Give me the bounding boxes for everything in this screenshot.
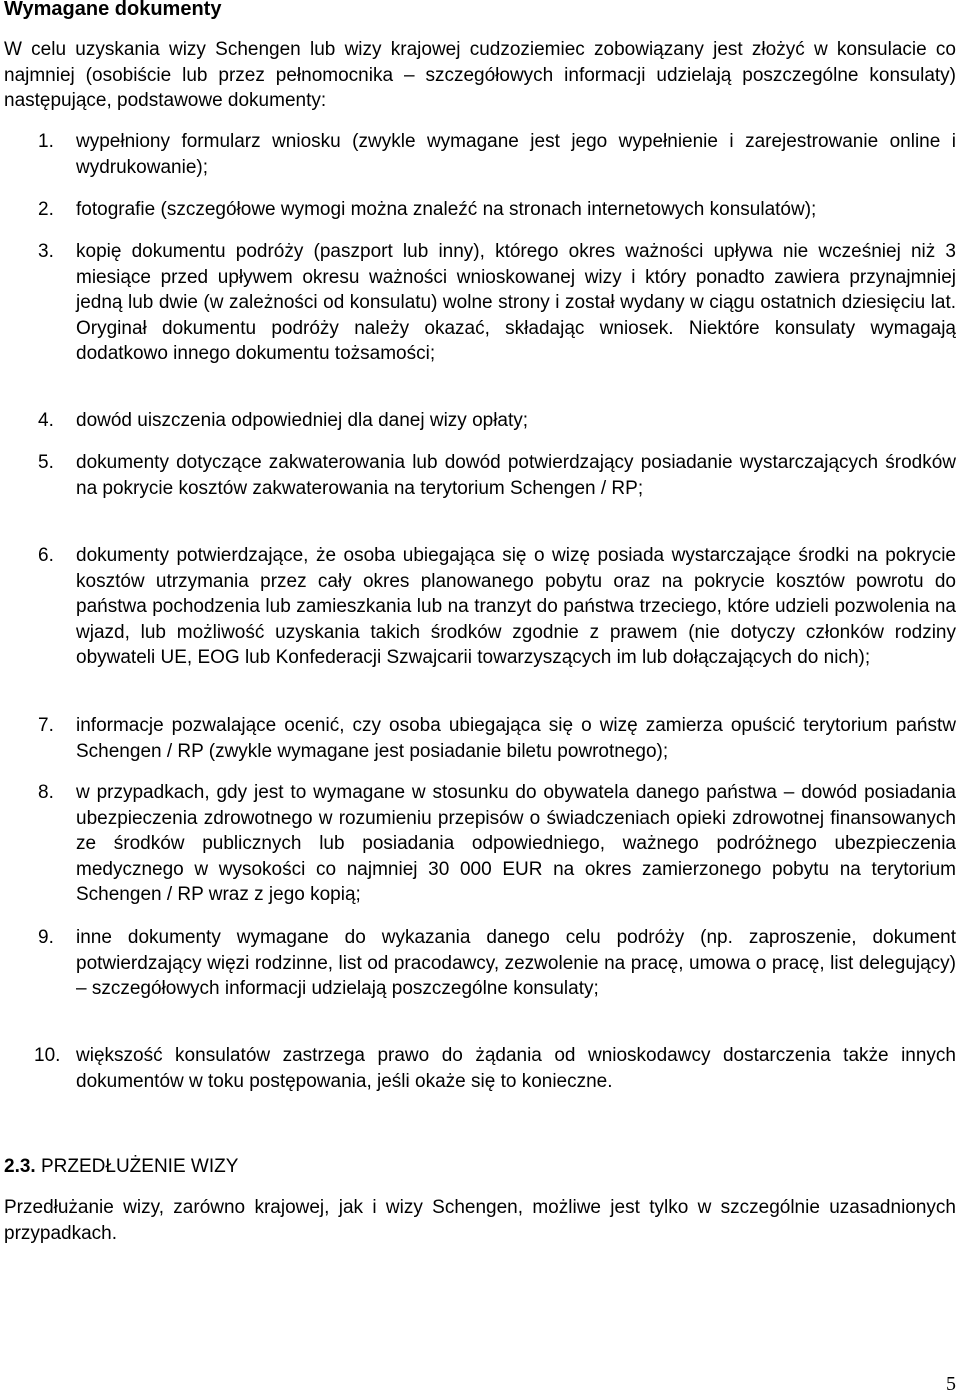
list-item-number: 10. [34, 1045, 61, 1066]
list-item-number: 9. [38, 927, 54, 948]
section-title: Wymagane dokumenty [4, 0, 222, 20]
subsection-heading [4, 1155, 238, 1179]
list-item-number: 1. [38, 131, 54, 152]
subsection-number: 2.3. [4, 1156, 36, 1177]
list-item-number: 7. [38, 715, 54, 736]
subsection-title: PRZEDŁUŻENIE WIZY [40, 1156, 239, 1177]
list-item-text: fotografie (szczegółowe wymogi można znaleźć na stronach internetowych konsulatów); [76, 199, 817, 220]
list-item-text: większość konsulatów zastrzega prawo do żądania od wnioskodawcy dostarczenia także innych dokumentów w toku postępowania, jeśli okaże się to konieczne. [76, 1045, 956, 1092]
list-item-number: 6. [38, 545, 54, 566]
list-item-number: 2. [38, 199, 54, 220]
list-item-number: 5. [38, 452, 54, 473]
list-item-number: 4. [38, 410, 54, 431]
closing-paragraph: Przedłużanie wizy, zarówno krajowej, jak i wizy Schengen, możliwe jest tylko w szczególnie uzasadnionych przypadkach. [4, 1197, 956, 1244]
list-item-number: 3. [38, 241, 54, 262]
list-item-text: dokumenty potwierdzające, że osoba ubiegająca się o wizę posiada wystarczające środki na pokrycie kosztów utrzymania przez cały okres planowanego pobytu oraz na pokrycie kosztów powrotu do państwa pochodzenia lub zamieszkania lub na tranzyt do państwa trzeciego, które udzieli pozwolenia na wjazd, lub możliwość uzyskania takich środków zgodnie z prawem (nie dotyczy członków rodziny obywateli UE, EOG lub Konfederacji Szwajcarii towarzyszących im lub dołączających do nich); [76, 545, 956, 669]
list-item-text: dowód uiszczenia odpowiedniej dla danej wizy opłaty; [76, 410, 529, 431]
list-item-number: 8. [38, 782, 54, 803]
list-item-text: wypełniony formularz wniosku (zwykle wymagane jest jego wypełnienie i zarejestrowanie online i wydrukowanie); [76, 131, 956, 178]
list-item-text: informacje pozwalające ocenić, czy osoba ubiegająca się o wizę zamierza opuścić terytorium państw Schengen / RP (zwykle wymagane jest posiadanie biletu powrotnego); [76, 715, 956, 762]
list-item-text: dokumenty dotyczące zakwaterowania lub dowód potwierdzający posiadanie wystarczających środków na pokrycie kosztów zakwaterowania na terytorium Schengen / RP; [76, 452, 956, 499]
list-item-text: kopię dokumentu podróży (paszport lub inny), którego okres ważności upływa nie wcześniej niż 3 miesiące przed upływem okresu ważności wnioskowanej wizy i który ponadto zawiera przynajmniej jedną lub dwie (w zależności od konsulatu) wolne strony i został wydany w ciągu ostatnich dziesięciu lat. Oryginał dokumentu podróży należy okazać, składając wniosek. Niektóre konsulaty wymagają dodatkowo innego dokumentu tożsamości; [76, 241, 956, 365]
page-number: 5 [946, 1373, 956, 1395]
list-item-text: w przypadkach, gdy jest to wymagane w stosunku do obywatela danego państwa – dowód posiadania ubezpieczenia zdrowotnego w rozumieniu przepisów o świadczeniach opieki zdrowotnej finansowanych ze środków publicznych lub posiadania odpowiedniego, ważnego podróżnego ubezpieczenia medycznego w wysokości co najmniej 30 000 EUR na okres zamierzonego pobytu na terytorium Schengen / RP wraz z jego kopią; [76, 782, 956, 906]
intro-paragraph: W celu uzyskania wizy Schengen lub wizy krajowej cudzoziemiec zobowiązany jest złożyć w konsulacie co najmniej (osobiście lub przez pełnomocnika – szczegółowych informacji udzielają poszczególne konsulaty) następujące, podstawowe dokumenty: [4, 39, 956, 112]
list-item-text: inne dokumenty wymagane do wykazania danego celu podróży (np. zaproszenie, dokument potwierdzający więzi rodzinne, list od pracodawcy, zezwolenie na pracę, umowa o pracę, list delegujący) – szczegółowych informacji udzielają poszczególne konsulaty; [76, 927, 956, 1000]
